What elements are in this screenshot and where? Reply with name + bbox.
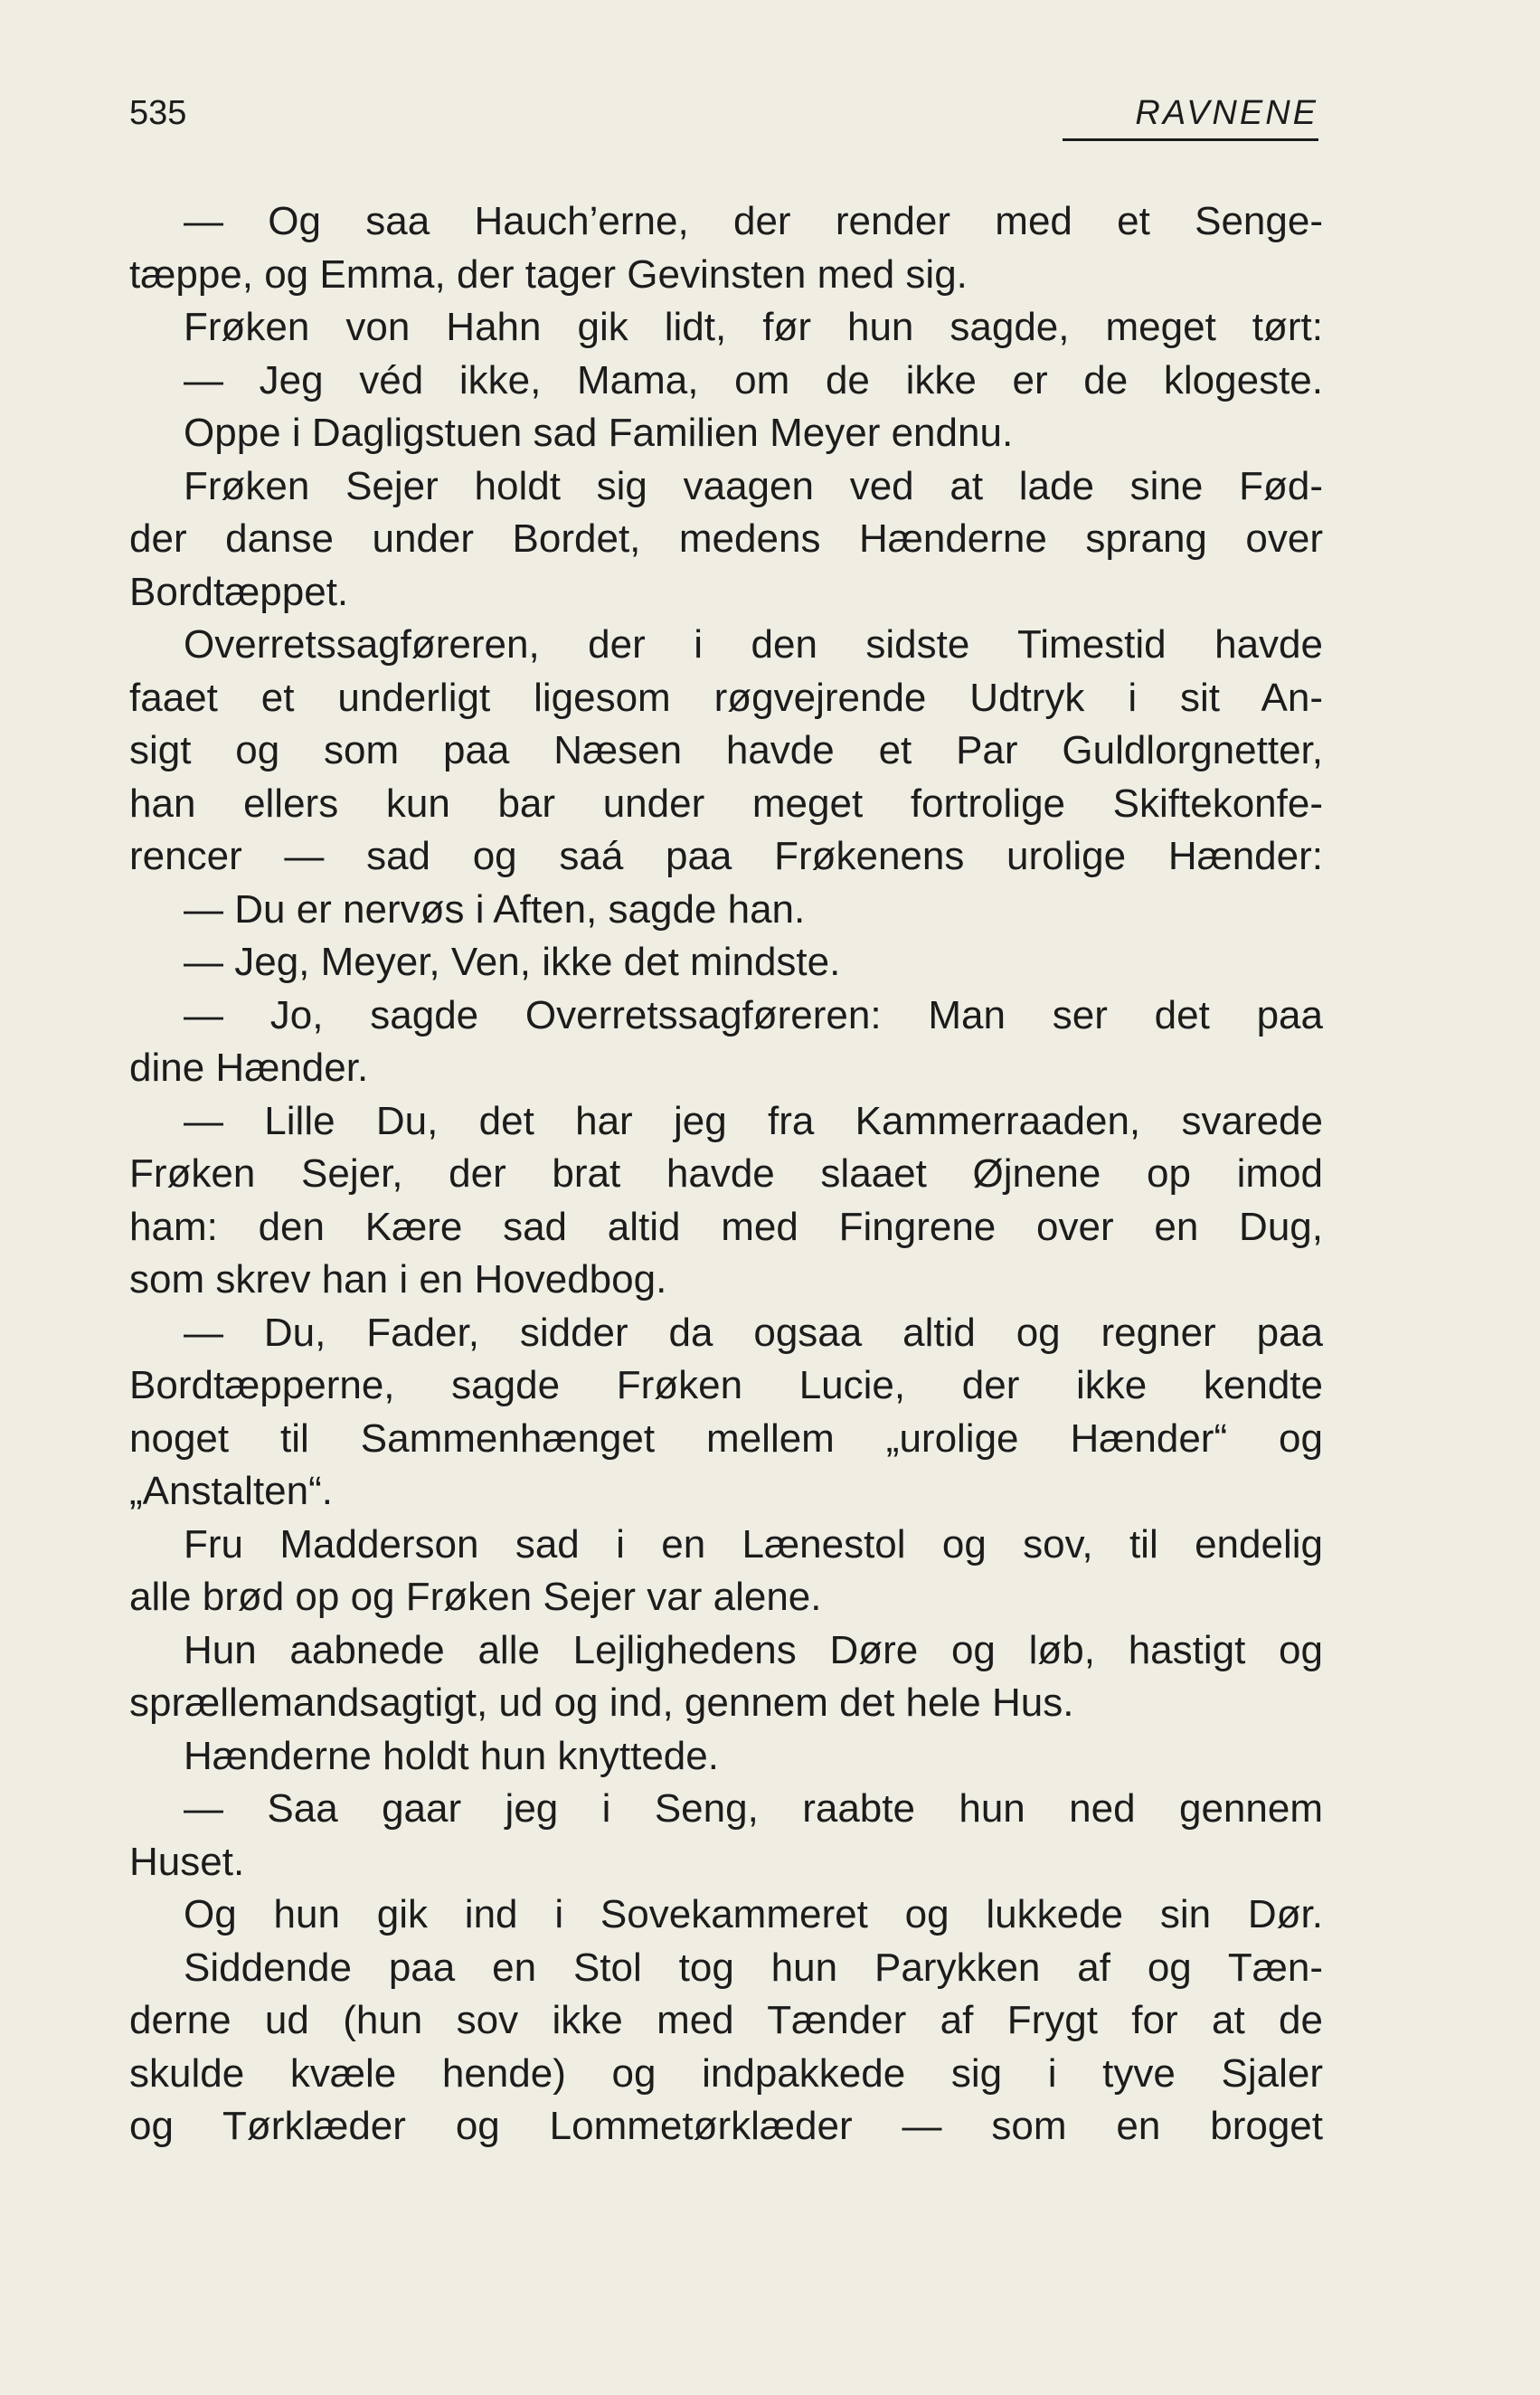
text-line: han ellers kun bar under meget fortrolige Skiftekonfe- [129, 781, 1323, 826]
text-line: Bordtæppet. [129, 569, 349, 614]
text-line: og Tørklæder og Lommetørklæder — som en broget [129, 2104, 1323, 2148]
text-line: Frøken Sejer, der brat havde slaaet Øjnene op imod [129, 1151, 1323, 1196]
text-line: Oppe i Dagligstuen sad Familien Meyer endnu. [184, 411, 1014, 455]
text-line: noget til Sammenhænget mellem „urolige Hænder“ og [129, 1415, 1323, 1461]
body-text [129, 195, 1323, 2154]
text-line: Bordtæpperne, sagde Frøken Lucie, der ikke kendte [129, 1363, 1323, 1407]
text-line: derne ud (hun sov ikke med Tænder af Frygt for at de [129, 1998, 1323, 2042]
text-line: — Jo, sagde Overretssagføreren: Man ser det paa [184, 992, 1323, 1037]
text-line: Huset. [129, 1839, 245, 1884]
text-line: — Saa gaar jeg i Seng, raabte hun ned gennem [184, 1786, 1323, 1831]
text-line: alle brød op og Frøken Sejer var alene. [129, 1575, 822, 1619]
text-line: Overretssagføreren, der i den sidste Timestid havde [184, 622, 1323, 667]
text-line: Frøken von Hahn gik lidt, før hun sagde, meget tørt: [184, 305, 1323, 349]
page-number: 535 [129, 94, 187, 132]
text-line: ham: den Kære sad altid med Fingrene over en Dug, [129, 1204, 1323, 1249]
text-line: Hænderne holdt hun knyttede. [184, 1733, 719, 1778]
text-line: som skrev han i en Hovedbog. [129, 1257, 667, 1302]
text-line: — Og saa Hauch’erne, der render med et Senge- [184, 199, 1323, 243]
text-line: sigt og som paa Næsen havde et Par Guldlorgnetter, [129, 728, 1323, 772]
text-line: — Jeg, Meyer, Ven, ikke det mindste. [184, 940, 841, 984]
running-title: RAVNENE [1063, 94, 1318, 141]
text-line: „Anstalten“. [129, 1469, 333, 1513]
text-line: tæppe, og Emma, der tager Gevinsten med sig. [129, 251, 968, 297]
text-line: sprællemandsagtigt, ud og ind, gennem det hele Hus. [129, 1680, 1074, 1725]
text-line: faaet et underligt ligesom røgvejrende Udtryk i sit An- [129, 675, 1323, 720]
text-line: Fru Madderson sad i en Lænestol og sov, til endelig [184, 1521, 1323, 1567]
text-line: — Jeg véd ikke, Mama, om de ikke er de klogeste. [184, 357, 1323, 402]
text-line: — Du, Fader, sidder da ogsaa altid og regner paa [184, 1310, 1323, 1355]
text-line: der danse under Bordet, medens Hænderne sprang over [129, 516, 1323, 561]
text-line: Og hun gik ind i Sovekammeret og lukkede sin Dør. [184, 1892, 1323, 1936]
text-line: — Du er nervøs i Aften, sagde han. [184, 886, 806, 932]
text-line: Frøken Sejer holdt sig vaagen ved at lade sine Fød- [184, 463, 1323, 508]
text-line: Siddende paa en Stol tog hun Parykken af og Tæn- [184, 1945, 1323, 1990]
text-line: — Lille Du, det har jeg fra Kammerraaden, svarede [184, 1098, 1323, 1143]
text-line: rencer — sad og saá paa Frøkenens urolige Hænder: [129, 834, 1323, 878]
text-line: Hun aabnede alle Lejlighedens Døre og løb, hastigt og [184, 1627, 1323, 1672]
text-line: skulde kvæle hende) og indpakkede sig i tyve Sjaler [129, 2050, 1323, 2096]
text-line: dine Hænder. [129, 1046, 369, 1090]
